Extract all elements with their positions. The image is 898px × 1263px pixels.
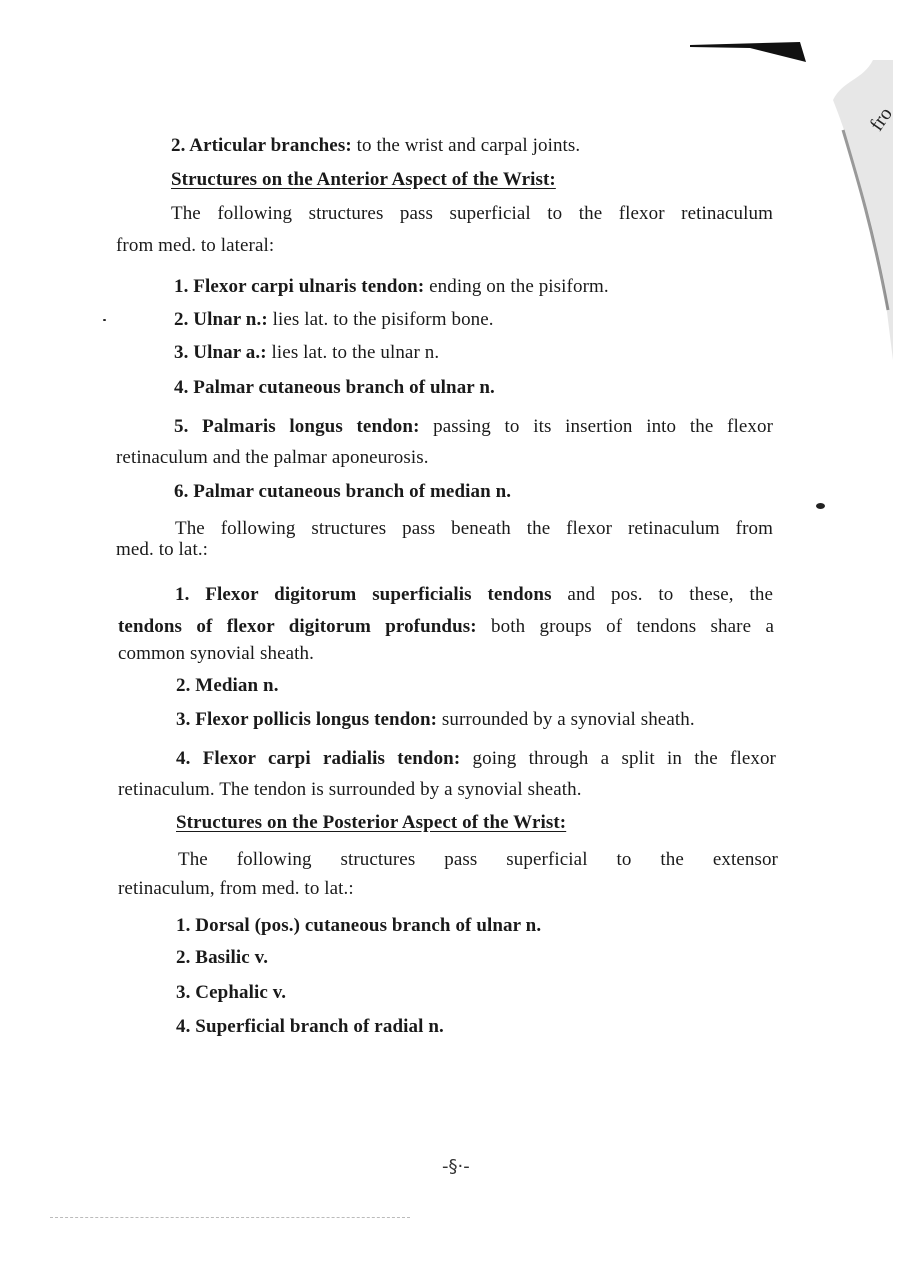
paragraph-line: from med. to lateral: <box>116 235 275 256</box>
scan-speck <box>816 503 825 509</box>
list-item: 5. Palmaris longus tendon: passing to its insertion into the flexor <box>174 416 773 437</box>
paragraph-line: The following structures pass beneath the flexor retinaculum from <box>175 518 773 539</box>
list-item: 3. Flexor pollicis longus tendon: surrounded by a synovial sheath. <box>176 709 695 730</box>
paragraph-line: retinaculum. The tendon is surrounded by a synovial sheath. <box>118 779 582 800</box>
paragraph-line: common synovial sheath. <box>118 643 314 664</box>
list-item: 4. Palmar cutaneous branch of ulnar n. <box>174 377 495 398</box>
paragraph-line: The following structures pass superficial to the flexor retinaculum <box>171 203 773 224</box>
scan-mark-top <box>690 42 806 64</box>
list-item: 2. Median n. <box>176 675 279 696</box>
list-item: 3. Ulnar a.: lies lat. to the ulnar n. <box>174 342 440 363</box>
paragraph-line: med. to lat.: <box>116 539 209 560</box>
list-item: 3. Cephalic v. <box>176 982 287 1003</box>
margin-text: fro <box>865 103 897 136</box>
heading-anterior-aspect: Structures on the Anterior Aspect of the Wrist: <box>171 169 556 190</box>
paragraph-line: The following structures pass superficial to the extensor <box>178 849 778 870</box>
list-item: 1. Flexor carpi ulnaris tendon: ending on the pisiform. <box>174 276 609 297</box>
list-item: 2. Basilic v. <box>176 947 269 968</box>
list-item: 1. Dorsal (pos.) cutaneous branch of ulnar n. <box>176 915 542 936</box>
line-articular-branches: 2. Articular branches: to the wrist and carpal joints. <box>171 135 581 156</box>
paragraph-line: retinaculum and the palmar aponeurosis. <box>116 447 429 468</box>
scan-dashed-rule <box>50 1217 410 1219</box>
page-number: -§·- <box>442 1156 470 1177</box>
paragraph-line: retinaculum, from med. to lat.: <box>118 878 354 899</box>
list-item: 2. Ulnar n.: lies lat. to the pisiform bone. <box>174 309 494 330</box>
list-item: 4. Flexor carpi radialis tendon: going through a split in the flexor <box>176 748 776 769</box>
list-item: tendons of flexor digitorum profundus: both groups of tendons share a <box>118 616 774 637</box>
heading-posterior-aspect: Structures on the Posterior Aspect of the Wrist: <box>176 812 567 833</box>
list-item: 4. Superficial branch of radial n. <box>176 1016 444 1037</box>
list-item: 6. Palmar cutaneous branch of median n. <box>174 481 512 502</box>
scan-speck <box>103 319 106 321</box>
list-item: 1. Flexor digitorum superficialis tendons and pos. to these, the <box>175 584 773 605</box>
